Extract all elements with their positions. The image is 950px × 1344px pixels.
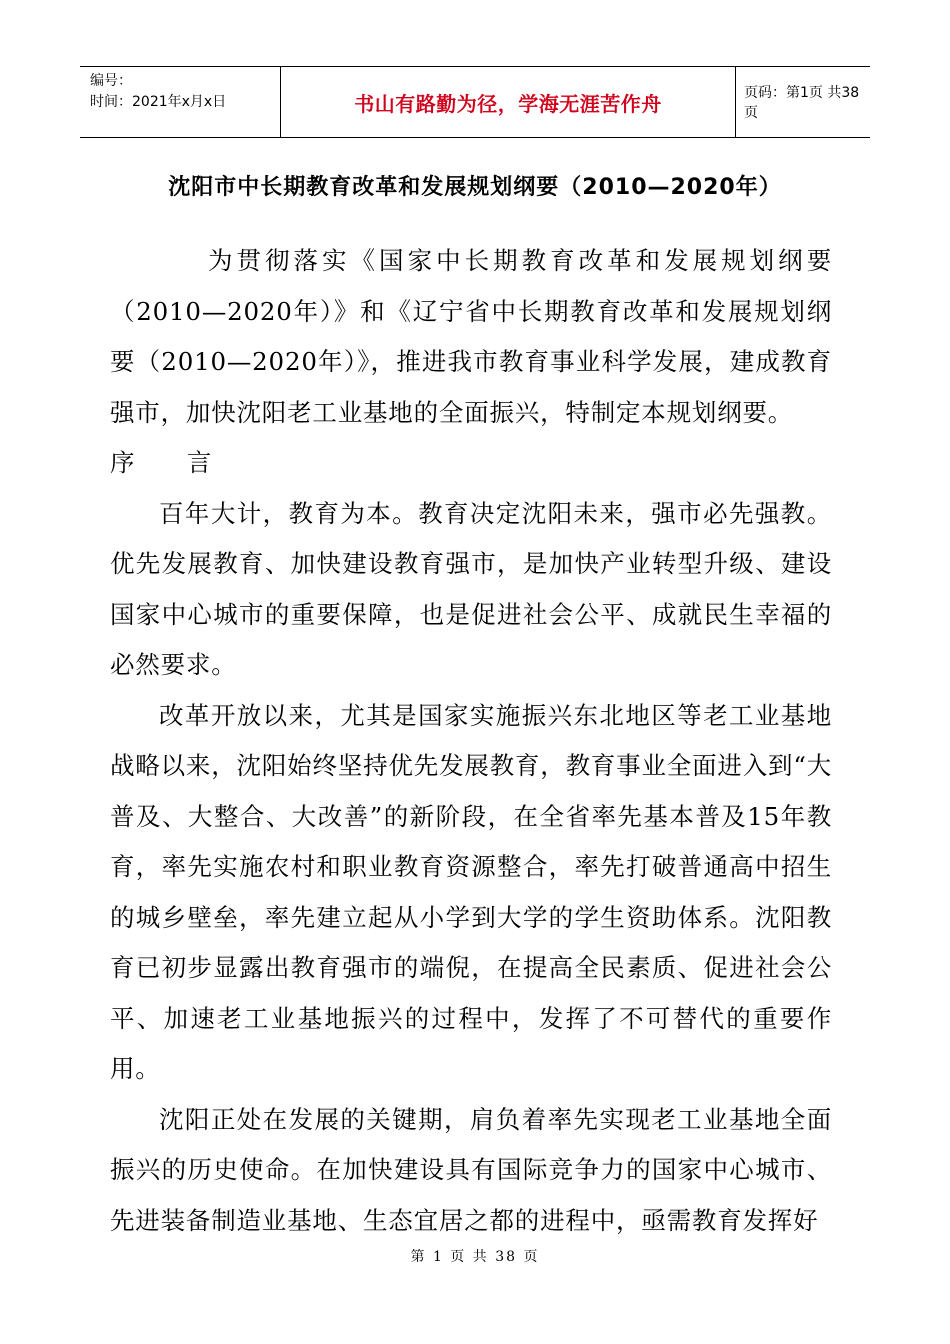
document-number: 编号： [90,73,132,89]
document-title: 沈阳市中长期教育改革和发展规划纲要（2010—2020年） [168,175,782,200]
body-paragraph: 改革开放以来，尤其是国家实施振兴东北地区等老工业基地战略以来，沈阳始终坚持优先发展教育，教育事业全面进入到“大普及、大整合、大改善”的新阶段，在全省率先基本普及15年教育，率先实施农村和职业教育资源整合，率先打破普通高中招生的城乡壁垒，率先建立起从小学到大学的学生资助体系。沈阳教育已初步显露出教育强市的端倪，在提高全民素质、促进社会公平、加速老工业基地振兴的过程中，发挥了不可替代的重要作用。 [110,700,832,1083]
section-heading: 序 言 [110,448,213,477]
page-footer: 第 1 页 共 38 页 [410,1249,540,1265]
header-page-cell [736,67,870,137]
header-meta-cell [80,67,280,137]
motto: 书山有路勤为径，学海无涯苦作舟 [354,91,662,116]
body-paragraph: 沈阳正处在发展的关键期，肩负着率先实现老工业基地全面振兴的历史使命。在加快建设具有国际竞争力的国家中心城市、先进装备制造业基地、生态宜居之都的进程中，亟需教育发挥好 [110,1104,832,1235]
document-date: 时间：2021年x月x日 [90,94,227,110]
intro-paragraph: 为贯彻落实《国家中长期教育改革和发展规划纲要（2010—2020年）》和《辽宁省中长期教育改革和发展规划纲要（2010—2020年）》，推进我市教育事业科学发展，建成教育强市，加快沈阳老工业基地的全面振兴，特制定本规划纲要。 [110,246,832,427]
header-motto-cell [280,67,736,137]
header-table [80,66,870,138]
document-body [110,236,832,1246]
body-paragraph: 百年大计，教育为本。教育决定沈阳未来，强市必先强教。优先发展教育、加快建设教育强市，是加快产业转型升级、建设国家中心城市的重要保障，也是促进社会公平、成就民生幸福的必然要求。 [110,498,832,679]
page-info: 页码：第1页 共38页 [744,85,860,121]
